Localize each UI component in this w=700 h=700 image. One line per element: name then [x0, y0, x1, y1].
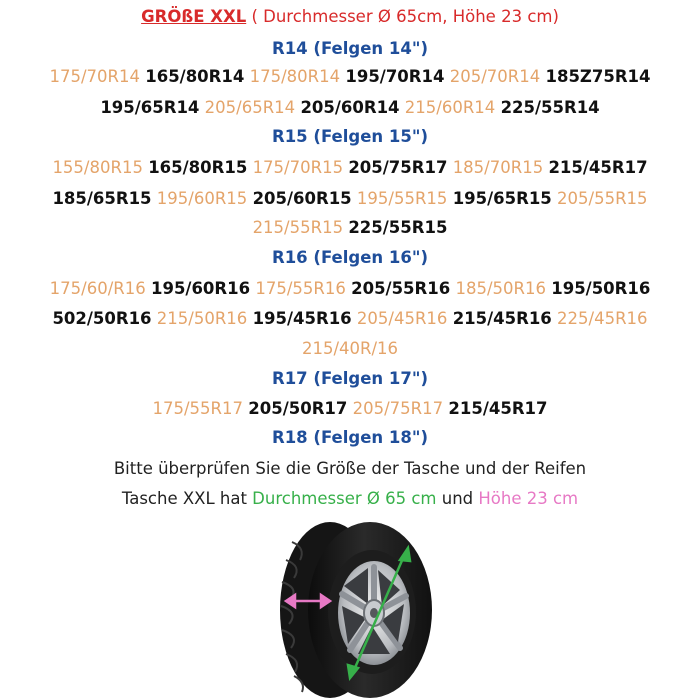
tire-size: 195/65R15 [452, 189, 552, 208]
tire-size: 205/50R17 [248, 399, 348, 418]
tire-size: 225/55R14 [500, 98, 600, 117]
tire-size: 175/55R17 [152, 399, 244, 418]
tire-size: 175/70R15 [252, 158, 344, 177]
size-line [0, 215, 700, 241]
title-line [0, 4, 700, 30]
header-r16: R16 (Felgen 16") [272, 248, 428, 267]
header-r18: R18 (Felgen 18") [272, 428, 428, 447]
title-main: GRÖßE XXL [141, 7, 247, 26]
tire-size: 205/45R16 [356, 309, 448, 328]
tire-size: 185Z75R14 [545, 67, 651, 86]
tire-size: 195/60R16 [150, 279, 251, 298]
tire-size: 502/50R16 [52, 309, 152, 328]
tire-size: 175/55R16 [255, 279, 346, 298]
size-line [0, 396, 700, 422]
tire-size: 195/60R15 [156, 189, 248, 208]
tire-size: 215/55R15 [252, 218, 344, 237]
tire-size: 195/65R14 [100, 98, 200, 117]
tire-size: 185/70R15 [452, 158, 544, 177]
tire-size: 195/45R16 [252, 309, 352, 328]
tire-icon [272, 520, 438, 700]
size-line [0, 306, 700, 332]
tire-size: 205/55R15 [557, 189, 648, 208]
tire-size: 185/65R15 [52, 189, 152, 208]
size-line [0, 155, 700, 181]
tire-size: 195/50R16 [551, 279, 651, 298]
tire-size: 195/55R15 [356, 189, 448, 208]
tire-size: 165/80R15 [148, 158, 248, 177]
tire-size: 205/75R17 [348, 158, 448, 177]
tire-size: 165/80R14 [145, 67, 245, 86]
tire-size: 205/60R15 [252, 189, 352, 208]
header-r17: R17 (Felgen 17") [272, 369, 428, 388]
tire-size: 195/70R14 [345, 67, 445, 86]
header-r15: R15 (Felgen 15") [272, 127, 428, 146]
header-r14: R14 (Felgen 14") [272, 39, 428, 58]
tire-size: 215/45R17 [448, 399, 548, 418]
note-height: Höhe 23 cm [478, 489, 579, 508]
note-mid: und [436, 489, 479, 508]
tire-size: 215/60R14 [404, 98, 496, 117]
size-line [0, 64, 700, 90]
tire-size: 175/80R14 [249, 67, 341, 86]
tire-size: 205/75R17 [352, 399, 444, 418]
tire-size: 205/65R14 [204, 98, 296, 117]
tire-size: 155/80R15 [52, 158, 143, 177]
size-line [0, 336, 700, 362]
size-line [0, 95, 700, 121]
note-prefix: Tasche XXL hat [121, 489, 253, 508]
note-diameter: Durchmesser Ø 65 cm [252, 489, 437, 508]
size-line [0, 276, 700, 302]
tire-size: 215/45R17 [548, 158, 648, 177]
tire-size: 185/50R16 [455, 279, 546, 298]
tire-size: 205/55R16 [351, 279, 451, 298]
tire-size: 175/70R14 [49, 67, 140, 86]
note-line-1: Bitte überprüfen Sie die Größe der Tasche und der Reifen [113, 459, 587, 478]
note-line-2 [0, 486, 700, 512]
tire-size: 205/70R14 [449, 67, 541, 86]
tire-size: 225/55R15 [348, 218, 448, 237]
tire-size: 205/60R14 [300, 98, 400, 117]
tire-size: 215/45R16 [452, 309, 552, 328]
tire-size: 215/50R16 [156, 309, 248, 328]
title-rest: ( Durchmesser Ø 65cm, Höhe 23 cm) [246, 7, 559, 26]
tire-size: 215/40R/16 [301, 339, 399, 358]
tire-size: 175/60/R16 [49, 279, 146, 298]
size-line [0, 186, 700, 212]
tire-size: 225/45R16 [557, 309, 648, 328]
